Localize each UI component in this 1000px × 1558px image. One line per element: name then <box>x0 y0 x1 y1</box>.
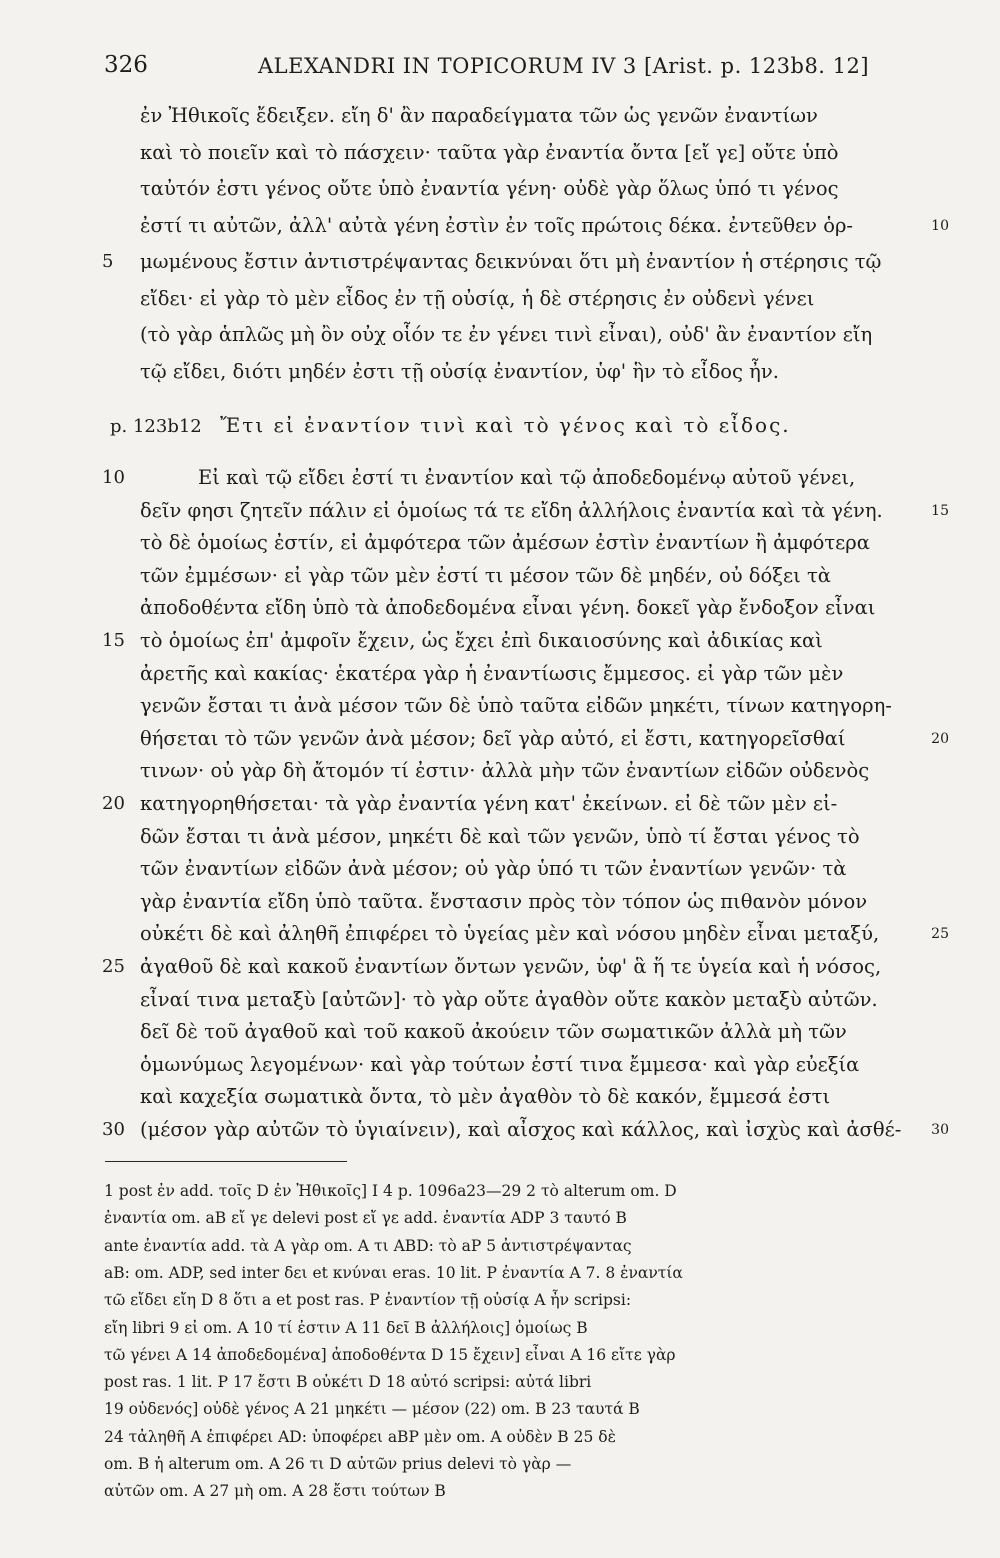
line-text: ὁμωνύμως λεγομένων· καὶ γὰρ τούτων ἐστί τινα ἔμμεσα· καὶ γὰρ εὐεξία <box>140 1052 860 1076</box>
text-line <box>140 723 949 755</box>
line-text: οὐκέτι δὲ καὶ ἀληθῆ ἐπιφέρει τὸ ὑγείας μὲν καὶ νόσου μηδὲν εἶναι μεταξύ, <box>140 922 880 946</box>
text-line <box>102 625 915 657</box>
line-text: (μέσον γὰρ αὐτῶν τὸ ὑγιαίνειν), καὶ αἶσχος καὶ κάλλος, καὶ ἰσχὺς καὶ ἀσθέ- <box>140 1118 902 1141</box>
line-text: γενῶν ἔσται τι ἀνὰ μέσον τῶν δὲ ὑπὸ ταῦτα εἰδῶν μηκέτι, τίνων κατηγορη- <box>140 694 892 718</box>
text-line <box>140 527 915 559</box>
text-line <box>140 658 915 690</box>
line-text: δεῖν φησι ζητεῖν πάλιν εἰ ὁμοίως τά τε εἴδη ἀλλήλοις ἐναντία καὶ τὰ γένη. <box>140 498 883 522</box>
page-header <box>100 52 910 92</box>
text-line <box>140 821 915 853</box>
line-text: ταὐτόν ἐστι γένος οὔτε ὑπὸ ἐναντία γένη· οὐδὲ γὰρ ὅλως ὑπό τι γένος <box>140 177 839 200</box>
line-number-left: 10 <box>102 467 125 488</box>
text-line <box>140 690 915 722</box>
text-line <box>140 283 915 315</box>
line-text: μωμένους ἔστιν ἀντιστρέψαντας δεικνύναι ὅτι μὴ ἐναντίον ἡ στέρησις τῷ <box>140 250 882 273</box>
line-text: τινων· οὐ γὰρ δὴ ἄτομόν τί ἐστιν· ἀλλὰ μὴν τῶν ἐναντίων εἰδῶν οὐδενὸς <box>140 759 870 783</box>
line-text: ἐν Ἠθικοῖς ἔδειξεν. εἴη δ' ἂν παραδείγματα τῶν ὡς γενῶν ἐναντίων <box>140 104 818 127</box>
text-line <box>140 1016 915 1048</box>
line-number-right: 30 <box>931 1122 949 1138</box>
apparatus-line: aB: om. ADP, sed inter δει et κνύναι eras. 10 lit. P ἐναντία A 7. 8 ἐναντία <box>104 1263 683 1282</box>
line-text: τὸ δὲ ὁμοίως ἐστίν, εἰ ἀμφότερα τῶν ἀμέσων ἐστὶν ἐναντίων ἢ ἀμφότερα <box>140 531 870 555</box>
line-text: δῶν ἔσται τι ἀνὰ μέσον, μηκέτι δὲ καὶ τῶν γενῶν, ὑπὸ τί ἔσται γένος τὸ <box>140 824 860 848</box>
text-line <box>140 755 915 787</box>
text-line <box>140 319 915 351</box>
line-number-left: 15 <box>102 630 125 651</box>
apparatus-line: τῶ εἴδει εἴη D 8 ὅτι a et post ras. P ἐναντίον τῇ οὐσίᾳ A ἦν scripsi: <box>104 1291 632 1310</box>
text-line <box>140 984 915 1016</box>
line-number-left: 25 <box>102 956 125 977</box>
text-line <box>140 853 915 885</box>
lemma <box>110 408 870 442</box>
text-line <box>102 788 915 820</box>
text-line <box>140 1081 915 1113</box>
line-text: καὶ καχεξία σωματικὰ ὄντα, τὸ μὲν ἀγαθὸν τὸ δὲ κακόν, ἔμμεσά ἐστι <box>140 1085 831 1109</box>
line-text: Εἰ καὶ τῷ εἴδει ἐστί τι ἐναντίον καὶ τῷ ἀποδεδομένῳ αὐτοῦ γένει, <box>198 466 856 489</box>
line-text: κατηγορηθήσεται· τὰ γὰρ ἐναντία γένη κατ' ἐκείνων. εἰ δὲ τῶν μὲν εἰ- <box>140 792 838 815</box>
apparatus-line: 24 τἀληθῆ A ἐπιφέρει AD: ὑποφέρει aBP μὲν om. A οὐδὲν B 25 δὲ <box>104 1427 616 1446</box>
text-line <box>140 210 949 242</box>
text-line <box>140 918 949 950</box>
line-text: εἴδει· εἰ γὰρ τὸ μὲν εἶδος ἐν τῇ οὐσίᾳ, ἡ δὲ στέρησις ἐν οὐδενὶ γένει <box>140 286 815 310</box>
footnote-rule <box>105 1161 347 1162</box>
line-number-right: 25 <box>931 926 949 943</box>
text-line <box>140 592 915 624</box>
text-line <box>102 246 915 278</box>
line-text: ἀγαθοῦ δὲ καὶ κακοῦ ἐναντίων ὄντων γενῶν, ὑφ' ἃ ἥ τε ὑγεία καὶ ἡ νόσος, <box>140 955 882 978</box>
line-number-right: 10 <box>931 217 949 234</box>
line-text: καὶ τὸ ποιεῖν καὶ τὸ πάσχειν· ταῦτα γὰρ ἐναντία ὄντα [εἴ γε] οὔτε ὑπὸ <box>140 140 839 164</box>
line-number-right: 20 <box>931 730 949 747</box>
text-line <box>102 462 915 494</box>
line-text: θήσεται τὸ τῶν γενῶν ἀνὰ μέσον; δεῖ γὰρ αὐτό, εἰ ἔστι, κατηγορεῖσθαί <box>140 726 846 750</box>
apparatus-line: ἐναντία om. aB εἴ γε delevi post εἴ γε add. ἐναντία ADP 3 ταυτό B <box>104 1209 627 1228</box>
line-text: δεῖ δὲ τοῦ ἀγαθοῦ καὶ τοῦ κακοῦ ἀκούειν τῶν σωματικῶν ἀλλὰ μὴ τῶν <box>140 1020 847 1044</box>
apparatus-line: post ras. 1 lit. P 17 ἔστι B οὐκέτι D 18 αὐτό scripsi: αὐτά libri <box>104 1373 592 1392</box>
line-text: ἀρετῆς καὶ κακίας· ἑκατέρα γὰρ ἡ ἐναντίωσις ἔμμεσος. εἰ γὰρ τῶν μὲν <box>140 661 844 685</box>
text-line <box>140 886 915 918</box>
line-text: ἐστί τι αὐτῶν, ἀλλ' αὐτὰ γένη ἐστὶν ἐν τοῖς πρώτοις δέκα. ἐντεῦθεν ὁρ- <box>140 213 854 237</box>
text-line <box>140 173 915 205</box>
line-number-left: 30 <box>102 1119 125 1140</box>
page-number: 326 <box>104 52 148 78</box>
lemma-text: Ἔτι εἰ ἐναντίον τινὶ καὶ τὸ γένος καὶ τὸ εἶδος. <box>220 413 791 437</box>
running-head: ALEXANDRI IN TOPICORUM IV 3 [Arist. p. 123b8. 12] <box>258 54 870 78</box>
text-line <box>140 137 915 169</box>
text-line <box>140 495 949 527</box>
text-line <box>140 560 915 592</box>
text-line <box>102 951 915 983</box>
line-text: τὸ ὁμοίως ἐπ' ἀμφοῖν ἔχειν, ὡς ἔχει ἐπὶ δικαιοσύνης καὶ ἀδικίας καὶ <box>140 629 823 652</box>
text-line <box>140 100 915 132</box>
text-line <box>102 1114 949 1146</box>
apparatus-line: εἴη libri 9 εἰ om. A 10 τί ἐστιν A 11 δεῖ B ἀλλήλοις] ὁμοίως B <box>104 1318 588 1337</box>
apparatus-line: 19 οὐδενός] οὐδὲ γένος A 21 μηκέτι — μέσον (22) om. B 23 ταυτά B <box>104 1400 640 1419</box>
line-text: ἀποδοθέντα εἴδη ὑπὸ τὰ ἀποδεδομένα εἶναι γένη. δοκεῖ γὰρ ἔνδοξον εἶναι <box>140 596 876 620</box>
apparatus-line: 1 post ἐν add. τοῖς D ἐν Ἠθικοῖς] I 4 p. 1096a23—29 2 τὸ alterum om. D <box>104 1182 677 1200</box>
text-line <box>140 356 915 388</box>
line-text: τῶν ἐμμέσων· εἰ γὰρ τῶν μὲν ἐστί τι μέσον τῶν δὲ μηδέν, οὐ δόξει τὰ <box>140 563 831 587</box>
line-text: τῶν ἐναντίων εἰδῶν ἀνὰ μέσον; οὐ γὰρ ὑπό τι τῶν ἐναντίων γενῶν· τὰ <box>140 857 847 881</box>
line-number-left: 5 <box>102 251 114 272</box>
line-number-right: 15 <box>931 502 949 519</box>
line-text: τῷ εἴδει, διότι μηδέν ἐστι τῇ οὐσίᾳ ἐναντίον, ὑφ' ἣν τὸ εἶδος ἦν. <box>140 359 779 383</box>
apparatus-line: αὐτῶν om. A 27 μὴ om. A 28 ἔστι τούτων B <box>104 1482 446 1501</box>
lemma-reference: p. 123b12 <box>110 416 202 437</box>
apparatus-line: ante ἐναντία add. τὰ A γὰρ om. A τι ABD: τὸ aP 5 ἀντιστρέψαντας <box>104 1236 632 1255</box>
line-text: (τὸ γὰρ ἁπλῶς μὴ ὂν οὐχ οἷόν τε ἐν γένει τινὶ εἶναι), οὐδ' ἂν ἐναντίον εἴη <box>140 323 873 346</box>
apparatus-line: τῶ γένει A 14 ἀποδεδομένα] ἀποδοθέντα D 15 ἔχειν] εἶναι A 16 εἴτε γὰρ <box>104 1345 676 1364</box>
text-line <box>140 1049 915 1081</box>
apparatus-line: om. B ἡ alterum om. A 26 τι D αὐτῶν prius delevi τὸ γὰρ — <box>104 1455 572 1473</box>
line-text: γὰρ ἐναντία εἴδη ὑπὸ ταῦτα. ἔνστασιν πρὸς τὸν τόπον ὡς πιθανὸν μόνον <box>140 889 868 913</box>
line-number-left: 20 <box>102 793 125 814</box>
line-text: εἶναί τινα μεταξὺ [αὐτῶν]· τὸ γὰρ οὔτε ἀγαθὸν οὔτε κακὸν μεταξὺ αὐτῶν. <box>140 987 878 1011</box>
